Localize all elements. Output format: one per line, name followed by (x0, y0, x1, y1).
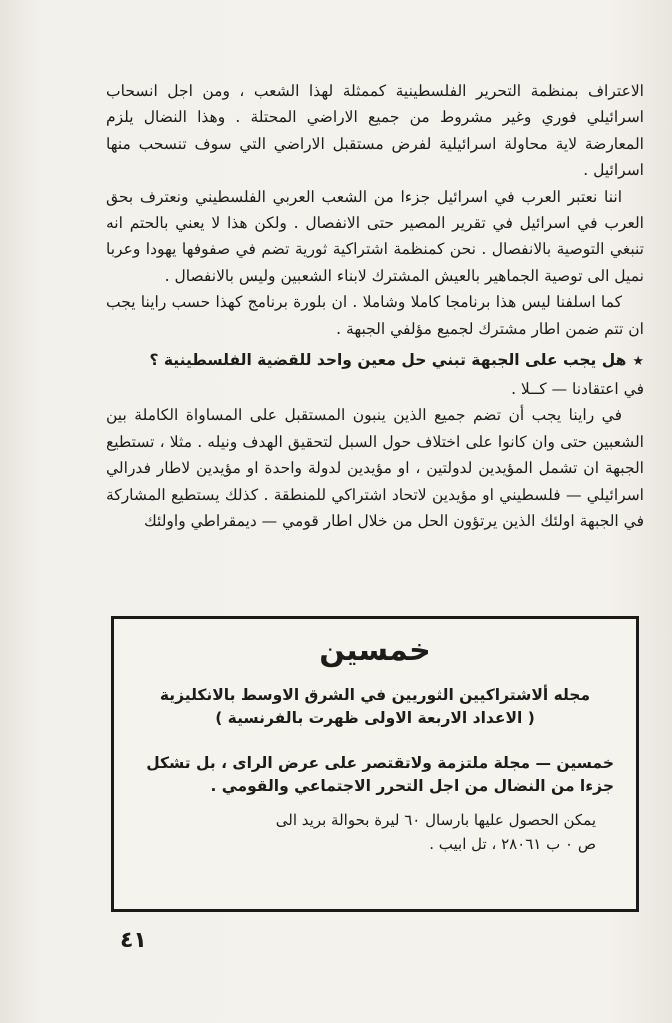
page-number: ٤١ (120, 928, 147, 953)
article-body (106, 78, 644, 535)
ad-title: خمسين (319, 633, 431, 668)
question-answer: في اعتقادنا — كــلا . (511, 380, 644, 399)
section-question (106, 346, 644, 376)
ad-subscription-line2: ص ٠ ب ٢٨٠٦١ ، تل ابيب . (429, 835, 596, 853)
paragraph-front-members: في راينا يجب أن تضم جميع الذين ينبون المستقبل على المساواة الكاملة بين الشعبين حتى وان كانوا على اختلاف حول السبل لتحقيق الهدف ونيله . مثلا ، تستطيع الجبهة ان تشمل المؤيدين لدولتين ، او مؤيدين لدولة واحدة او مؤيدين لاطار فدرالي اسرائيلي — فلسطيني او مؤيدين لاتحاد اشتراكي للمنطقة . كذلك يستطيع المشاركة في الجبهة اولئك الذين يرتؤون الحل من خلال اطار قومي — ديمقراطي واولئك (106, 406, 644, 531)
paragraph-arabs-in-israel: اننا نعتبر العرب في اسرائيل جزءا من الشعب العربي الفلسطيني ونعترف بحق العرب في اسرائيل في تقرير المصير حتى الانفصال . ولكن هذا لا يعني بالحتم انه تنبغي التوصية بالانفصال . نحن كمنظمة اشتراكية ثورية تضم في صفوفها يهودا وعربا نميل الى توصية الجماهير بالعيش المشترك لابناء الشعبين وليس بالانفصال . (106, 187, 644, 285)
paragraph-plo: الاعتراف بمنظمة التحرير الفلسطينية كممثلة لهذا الشعب ، ومن اجل انسحاب اسرائيلي فوري وغير مشروط من جميع الاراضي المحتلة . وهذا النضال يلزم المعارضة لاية محاولة اسرائيلية لفرض مستقبل الاراضي التي سوف تنسحب منها اسرائيل . (106, 82, 644, 180)
question-text: هل يجب على الجبهة تبني حل معين واحد للقضية الفلسطينية ؟ (149, 351, 627, 370)
ad-subscription-line1: يمكن الحصول عليها بارسال ٦٠ ليرة بحوالة بريد الى (275, 811, 596, 829)
ad-subscription-info (136, 808, 614, 856)
ad-french-note: ( الاعداد الاربعة الاولى ظهرت بالفرنسية ) (215, 709, 535, 727)
star-bullet-icon: ★ (632, 354, 644, 370)
ad-description: خمسين — مجلة ملتزمة ولاتقتصر على عرض الراى ، بل تشكل جزءا من النضال من اجل التحرر الاجتماعي والقومي . (146, 754, 614, 795)
magazine-advertisement (111, 616, 639, 912)
paragraph-program: كما اسلفنا ليس هذا برنامجا كاملا وشاملا . ان بلورة برنامج كهذا حسب راينا يجب ان تتم ضمن اطار مشترك لجميع مؤلفي الجبهة . (106, 293, 644, 338)
ad-subtitle: مجله ألاشتراكيين الثوريين في الشرق الاوسط بالانكليزية (159, 686, 591, 704)
